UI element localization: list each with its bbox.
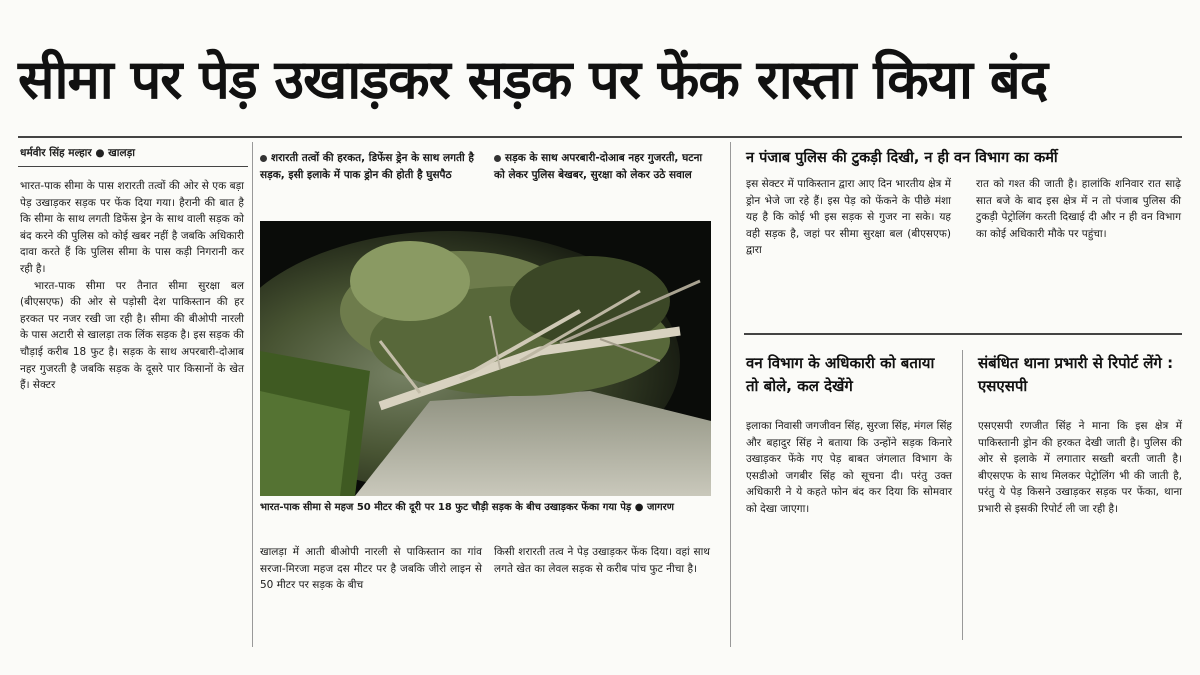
bullet-dot [260, 155, 267, 162]
highlight-bullet-1-text: शरारती तत्वों की हरकत, डिफेंस ड्रेन के साथ लगती है सड़क, इसी इलाके में पाक ड्रोन की होती है घुसपैठ [260, 152, 474, 181]
highlight-bullet-2 [494, 150, 710, 183]
ssp-heading: संबंधित थाना प्रभारी से रिपोर्ट लेंगे : एसएसपी [978, 354, 1174, 395]
ssp-body [978, 418, 1182, 518]
column-rule-left [252, 142, 253, 647]
body-column-1 [20, 178, 244, 394]
fallen-tree-photo-illustration [260, 221, 711, 496]
fallen-tree-photo [260, 221, 711, 496]
body-column-2 [260, 544, 482, 594]
headline-rule [18, 136, 1182, 138]
byline-rule [18, 166, 248, 167]
forest-dept-body [746, 418, 952, 518]
bullet-dot [494, 155, 501, 162]
highlight-bullet-1 [260, 150, 482, 183]
right-paragraph-1: इस सेक्टर में पाकिस्तान द्वारा आए दिन भारतीय क्षेत्र में ड्रोन भेजे जा रहे हैं। इस पेड़ को फेंकने के पीछे मंशा यह है कि कोई भी इस सड़क से गुजर ना सके। यह वही सड़क है, जहां पर सीमा सुरक्षा बल (बीएसएफ) द्वारा [746, 178, 951, 257]
right-paragraph-2: रात को गश्त की जाती है। हालांकि शनिवार रात साढ़े सात बजे के बाद इस क्षेत्र में न तो पंजाब पुलिस की टुकड़ी पेट्रोलिंग करती दिखाई दी और न ही वन विभाग का कोई अधिकारी मौके पर पहुंचा। [976, 178, 1181, 240]
right-body-column-2 [976, 176, 1181, 242]
right-section-divider [744, 333, 1182, 335]
column-rule-mid [730, 142, 731, 647]
forest-dept-paragraph: इलाका निवासी जगजीवन सिंह, सुरजा सिंह, मंगल सिंह और बहादुर सिंह ने बताया कि उन्होंने सड़क किनारे उखाड़कर फेंके गए पेड़ बाबत जंगलात विभाग के एसडीओ जगबीर सिंह को सूचना दी। परंतु उक्त अधिकारी ने ये कहते फोन बंद कर दिया कि सोमवार को देखा जाएगा। [746, 420, 953, 515]
photo-caption: भारत-पाक सीमा से महज 50 मीटर की दूरी पर 18 फुट चौड़ी सड़क के बीच उखाड़कर फेंका गया पेड़ ● जागरण [260, 502, 674, 513]
byline: धर्मवीर सिंह मल्हार ● खालड़ा [20, 147, 135, 159]
body-paragraph-2: भारत-पाक सीमा पर तैनात सीमा सुरक्षा बल (बीएसएफ) की ओर से पड़ोसी देश पाकिस्तान की हर हरकत पर नजर रखी जा रही है। सीमा की बीओपी नारली के पास अटारी से खालड़ा तक लिंक सड़क है। इस सड़क की चौड़ाई करीब 18 फुट है। सड़क के साथ अपरबारी-दोआब नहर गुजरती है जबकि सड़क के दूसरे पार किसानों के खेत हैं। सेक्टर [20, 279, 244, 392]
right-section-heading: न पंजाब पुलिस की टुकड़ी दिखी, न ही वन विभाग का कर्मी [746, 150, 1058, 166]
highlight-bullet-2-text: सड़क के साथ अपरबारी-दोआब नहर गुजरती, घटना को लेकर पुलिस बेखबर, सुरक्षा को लेकर उठे सवाल [494, 152, 703, 181]
column-rule-right-bottom [962, 350, 963, 640]
right-body-column-1 [746, 176, 951, 259]
forest-dept-heading: वन विभाग के अधिकारी को बताया तो बोले, कल देखेंगे [746, 354, 935, 395]
body-paragraph-1: भारत-पाक सीमा के पास शरारती तत्वों की ओर से एक बड़ा पेड़ उखाड़कर सड़क पर फेंक दिया गया। हैरानी की बात है कि सीमा के साथ लगती डिफेंस ड्रेन के साथ वाली सड़क को बंद करने की पुलिस को कोई खबर नहीं है जबकि अधिकारी दावा करते हैं कि पुलिस सीमा के पास कड़ी निगरानी कर रही है। [20, 180, 244, 275]
body-paragraph-3: खालड़ा में आती बीओपी नारली से पाकिस्तान का गांव सरजा-मिरजा महज दस मीटर पर है जबकि जीरो लाइन से 50 मीटर पर सड़क के बीच [260, 546, 482, 592]
ssp-paragraph: एसएसपी रणजीत सिंह ने माना कि इस क्षेत्र में पाकिस्तानी ड्रोन की हरकत देखी जाती है। पुलिस की ओर से इलाके में लगातार सख्ती बरती जाती है। बीएसएफ के साथ मिलकर पेट्रोलिंग भी की जाती है, परंतु ये पेड़ किसने उखाड़कर सड़क पर फेंका, थाना प्रभारी से इसकी रिपोर्ट ली जा रही है। [978, 420, 1182, 515]
headline: सीमा पर पेड़ उखाड़कर सड़क पर फेंक रास्ता किया बंद [18, 48, 1048, 111]
body-column-3 [494, 544, 710, 577]
body-paragraph-4: किसी शरारती तत्व ने पेड़ उखाड़कर फेंक दिया। वहां साथ लगते खेत का लेवल सड़क से करीब पांच फुट नीचा है। [494, 546, 710, 575]
